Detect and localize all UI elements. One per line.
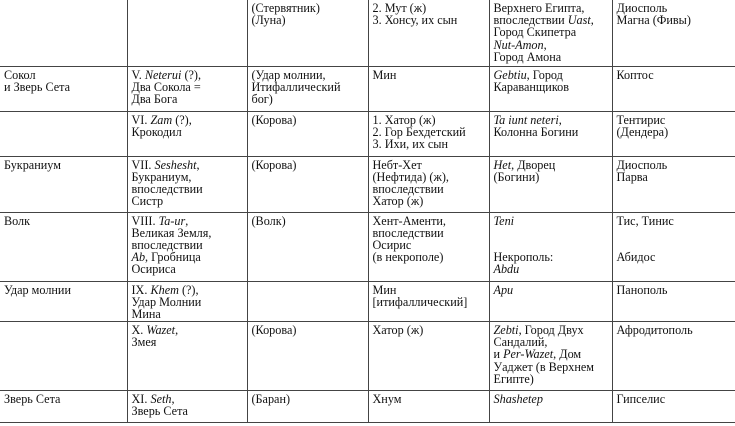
italic-term: Ta-ur xyxy=(158,213,186,228)
cell-line xyxy=(617,227,733,239)
cell-line: Хатор (ж) xyxy=(372,323,424,338)
cell-line xyxy=(132,336,244,348)
cell-line xyxy=(494,373,609,385)
cell-line: Абидос xyxy=(616,250,656,265)
text-segment: Мина xyxy=(131,306,161,321)
cell-line: (Волк) xyxy=(251,213,286,228)
cell-line xyxy=(494,126,609,138)
cell-line: бог) xyxy=(251,91,273,106)
italic-term: Abdu xyxy=(493,262,520,277)
cell-line xyxy=(132,308,244,320)
text-segment: , xyxy=(543,37,547,52)
greek-city-cell xyxy=(612,322,735,391)
cell-line: Мин xyxy=(372,67,397,82)
cell-line: Волк xyxy=(4,213,31,228)
cell-line: Тис, Тинис xyxy=(616,213,674,228)
text-segment: и xyxy=(493,347,504,362)
text-segment: , Город Двух xyxy=(518,323,584,338)
italic-term: Zam xyxy=(150,112,173,127)
italic-term: Ta iunt neteri xyxy=(493,112,559,127)
text-segment: IX. xyxy=(131,282,151,297)
city-cell xyxy=(489,391,612,423)
deity-cell xyxy=(368,66,489,111)
text-segment: Змея xyxy=(131,335,157,350)
italic-term: Shashetep xyxy=(493,392,543,407)
text-segment: Уаджет (в Верхнем xyxy=(493,359,595,374)
table-row xyxy=(0,322,735,391)
text-segment: (Богини) xyxy=(493,169,540,184)
deity-cell xyxy=(368,111,489,156)
cell-line: (Стервятник) xyxy=(251,1,320,15)
cell-line: Удар молнии xyxy=(4,282,71,297)
cell-line: Парва xyxy=(616,169,648,184)
cell-line: впоследствии xyxy=(372,225,444,240)
animal-cell xyxy=(247,391,368,423)
italic-term: Teni xyxy=(493,213,515,228)
nome-cell xyxy=(127,212,247,281)
emblem-cell xyxy=(0,66,127,111)
animal-cell xyxy=(247,281,368,322)
text-segment: , xyxy=(590,13,594,28)
text-segment: , xyxy=(175,323,179,338)
italic-term: Seshesht xyxy=(154,157,197,172)
cell-line: 3. Ихи, их сын xyxy=(372,136,448,151)
cell-line xyxy=(132,126,244,138)
table-row xyxy=(0,391,735,423)
cell-line: Коптос xyxy=(616,67,654,82)
table-row xyxy=(0,212,735,281)
italic-term: Nut-Amon xyxy=(493,37,544,52)
animal-cell xyxy=(247,111,368,156)
deity-cell xyxy=(368,281,489,322)
city-cell xyxy=(489,212,612,281)
text-segment: Город Амона xyxy=(493,49,562,64)
cell-line xyxy=(494,393,609,405)
text-segment: Удар Молнии xyxy=(131,294,202,309)
italic-term: Apu xyxy=(493,282,514,297)
cell-line xyxy=(494,263,609,275)
cell-line: Хнум xyxy=(372,392,402,407)
city-cell xyxy=(489,156,612,212)
cell-line: впоследствии xyxy=(372,181,444,196)
text-segment: , xyxy=(196,157,200,172)
text-segment: Караванщиков xyxy=(493,79,569,94)
cell-line: (Корова) xyxy=(251,112,297,127)
text-segment: впоследствии xyxy=(131,181,203,196)
deity-cell xyxy=(368,212,489,281)
text-segment: Некрополь: xyxy=(493,250,554,265)
italic-term: Seth xyxy=(150,392,172,407)
text-segment: Систр xyxy=(131,194,164,209)
italic-term: Zebti xyxy=(493,323,519,338)
greek-city-cell xyxy=(612,156,735,212)
animal-cell xyxy=(247,66,368,111)
greek-city-cell xyxy=(612,391,735,423)
cell-line: (Баран) xyxy=(251,392,291,407)
emblem-cell xyxy=(0,391,127,423)
greek-city-cell xyxy=(612,212,735,281)
text-segment: Букраниум, xyxy=(131,169,192,184)
italic-term: Het xyxy=(493,157,512,172)
cell-line: Небт-Хет xyxy=(372,157,422,172)
italic-term: Per-Wazet xyxy=(503,347,554,362)
cell-line xyxy=(132,195,244,207)
cell-line: Магна (Фивы) xyxy=(616,13,691,28)
deity-cell xyxy=(368,0,489,66)
cell-line: (Дендера) xyxy=(616,124,669,139)
cell-line: и Зверь Сета xyxy=(4,79,71,94)
city-cell xyxy=(489,66,612,111)
cell-line: 2. Мут (ж) xyxy=(372,1,427,15)
cell-line: Диосполь xyxy=(616,157,668,172)
animal-cell xyxy=(247,322,368,391)
table-row xyxy=(0,0,735,66)
text-segment: , xyxy=(171,392,175,407)
cell-line xyxy=(494,81,609,93)
cell-line: Тентирис xyxy=(616,112,666,127)
text-segment: VI. xyxy=(131,112,151,127)
table-row xyxy=(0,281,735,322)
text-segment: впоследствии xyxy=(493,13,568,28)
nome-cell xyxy=(127,66,247,111)
cell-line: Диосполь xyxy=(616,1,668,15)
text-segment: VIII. xyxy=(131,213,159,228)
text-segment: Сандалий, xyxy=(493,335,548,350)
cell-line: Панополь xyxy=(616,282,668,297)
text-segment: V. xyxy=(131,67,145,82)
text-segment: (?), xyxy=(172,112,192,127)
text-segment: , xyxy=(558,112,562,127)
text-segment: (?), xyxy=(181,67,202,82)
text-segment: X. xyxy=(131,323,147,338)
cell-line: Сокол xyxy=(4,67,36,82)
italic-term: Neterui xyxy=(144,67,182,82)
cell-line: (Корова) xyxy=(251,323,297,338)
cell-line: Зверь Сета xyxy=(4,392,61,407)
cell-line xyxy=(132,93,244,105)
greek-city-cell xyxy=(612,0,735,66)
cell-line: (Луна) xyxy=(251,13,286,28)
emblem-cell xyxy=(0,111,127,156)
city-cell xyxy=(489,0,612,66)
text-segment: Зверь Сета xyxy=(131,404,188,419)
cell-line: [итифаллический] xyxy=(372,294,468,309)
deity-cell xyxy=(368,322,489,391)
text-segment: , Город xyxy=(526,67,563,82)
cell-line xyxy=(494,227,609,239)
table-row xyxy=(0,66,735,111)
emblem-cell xyxy=(0,322,127,391)
text-segment: впоследствии xyxy=(131,237,203,252)
italic-term: Uast xyxy=(567,13,591,28)
cell-line xyxy=(132,263,244,275)
deity-cell xyxy=(368,391,489,423)
cell-line: (Удар молнии, xyxy=(251,67,326,82)
cell-line xyxy=(494,171,609,183)
table-row xyxy=(0,111,735,156)
text-segment: Египте) xyxy=(493,371,534,386)
nome-cell xyxy=(127,391,247,423)
city-cell xyxy=(489,322,612,391)
city-cell xyxy=(489,111,612,156)
text-segment: Верхнего Египта, xyxy=(493,1,585,15)
italic-term: Khem xyxy=(150,282,179,297)
cell-line: Афродитополь xyxy=(616,323,693,338)
emblem-cell xyxy=(0,281,127,322)
text-segment: VII. xyxy=(131,157,155,172)
emblem-cell xyxy=(0,0,127,66)
cell-line xyxy=(494,284,609,296)
cell-line xyxy=(494,51,609,63)
nome-cell xyxy=(127,111,247,156)
text-segment: Колонна Богини xyxy=(493,124,579,139)
cell-line: Мин xyxy=(372,282,397,297)
nome-cell xyxy=(127,281,247,322)
greek-city-cell xyxy=(612,111,735,156)
table-row xyxy=(0,156,735,212)
cell-line: Итифаллический xyxy=(251,79,341,94)
animal-cell xyxy=(247,0,368,66)
cell-line: (Нефтида) (ж), xyxy=(372,169,449,184)
cell-line: Хатор (ж) xyxy=(372,194,424,209)
text-segment: , Гробница xyxy=(145,250,201,265)
cell-line: Гипселис xyxy=(616,392,666,407)
text-segment: Осириса xyxy=(131,262,176,277)
cell-line: Осирис xyxy=(372,237,412,252)
text-segment: , Дворец xyxy=(511,157,556,172)
text-segment: , xyxy=(185,213,189,228)
text-segment: Два Сокола = xyxy=(131,79,201,94)
nome-cell xyxy=(127,0,247,66)
emblem-cell xyxy=(0,156,127,212)
deity-cell xyxy=(368,156,489,212)
nome-cell xyxy=(127,322,247,391)
greek-city-cell xyxy=(612,281,735,322)
cell-line: Хент-Аменти, xyxy=(372,213,446,228)
animal-cell xyxy=(247,156,368,212)
italic-term: Ab xyxy=(131,250,146,265)
cell-line: 2. Гор Бехдетский xyxy=(372,124,466,139)
text-segment: Два Бога xyxy=(131,91,178,106)
greek-city-cell xyxy=(612,66,735,111)
text-segment: Город Скипетра xyxy=(493,25,577,40)
cell-line xyxy=(132,405,244,417)
city-cell xyxy=(489,281,612,322)
text-segment: (?), xyxy=(178,282,199,297)
text-segment: Крокодил xyxy=(131,124,182,139)
italic-term: Wazet xyxy=(146,323,176,338)
italic-term: Gebtiu xyxy=(493,67,527,82)
emblem-cell xyxy=(0,212,127,281)
text-segment: , Дом xyxy=(553,347,582,362)
nome-cell xyxy=(127,156,247,212)
cell-line: 3. Хонсу, их сын xyxy=(372,13,458,28)
cell-line: Букраниум xyxy=(4,157,61,172)
text-segment: Великая Земля, xyxy=(131,225,212,240)
text-segment: XI. xyxy=(131,392,151,407)
cell-line: 1. Хатор (ж) xyxy=(372,112,436,127)
cell-line xyxy=(494,215,609,227)
cell-line: (Корова) xyxy=(251,157,297,172)
animal-cell xyxy=(247,212,368,281)
cell-line: (в некрополе) xyxy=(372,250,444,265)
